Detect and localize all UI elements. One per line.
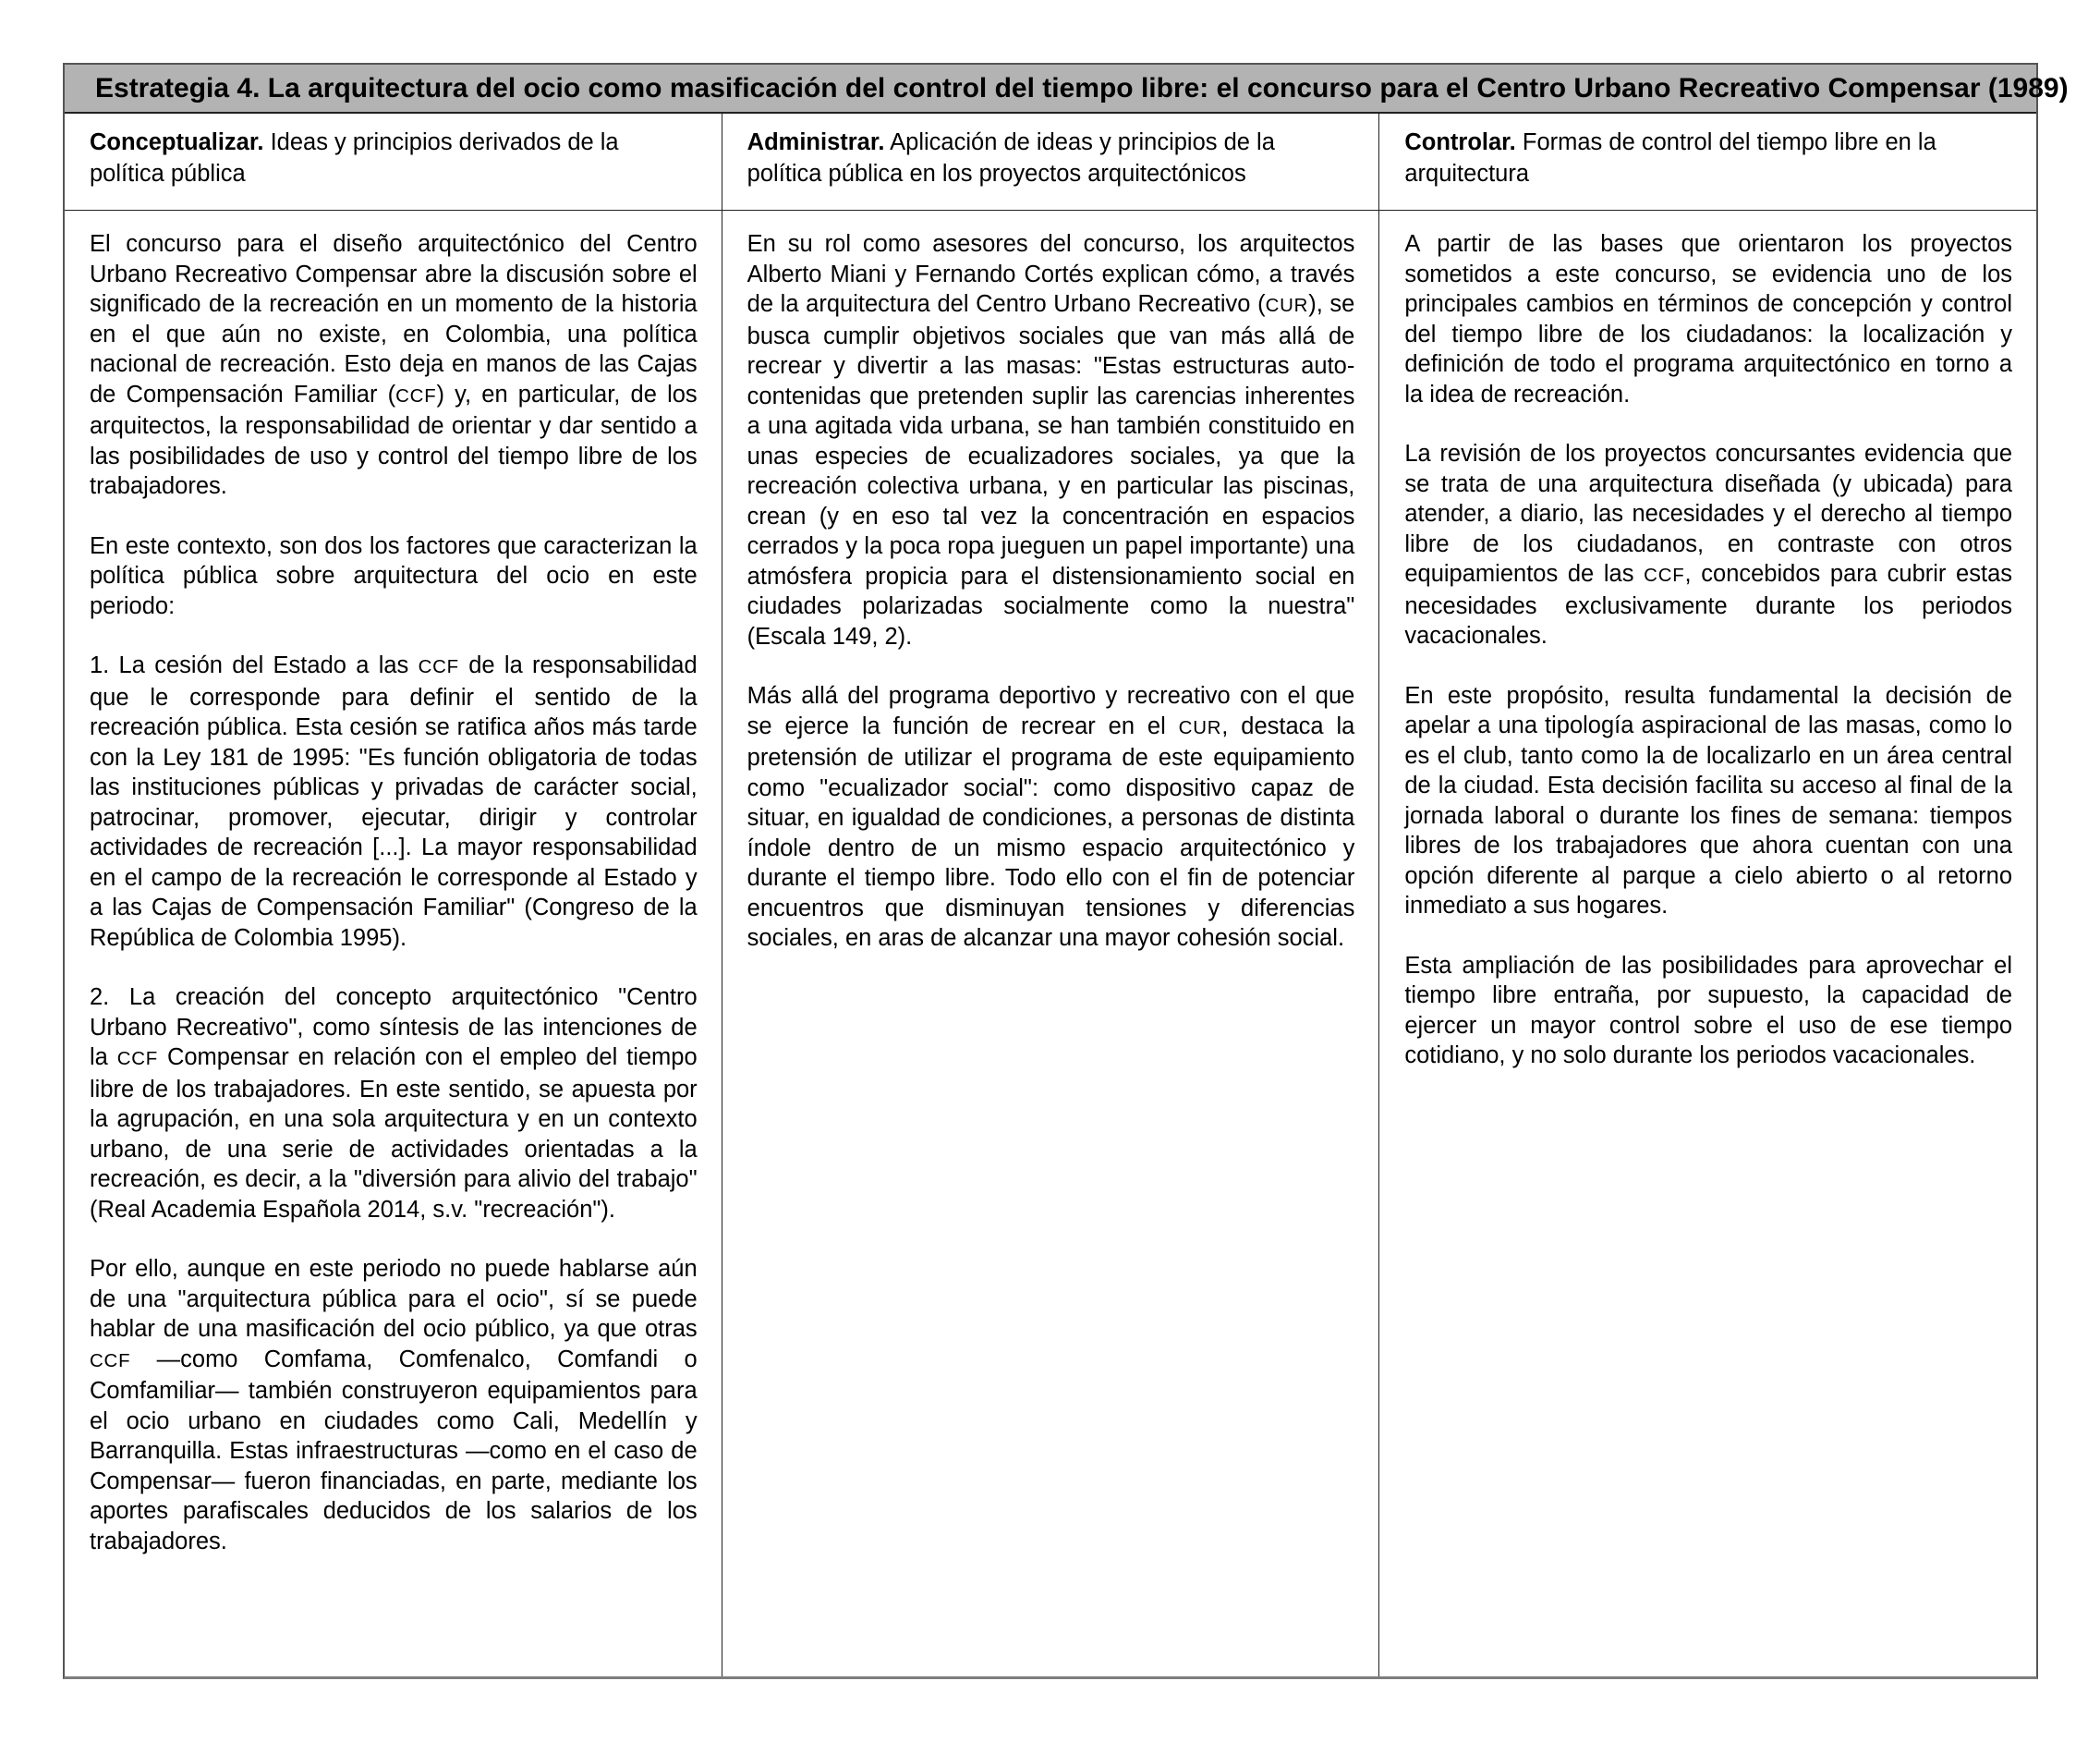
body-cell-administrar (722, 211, 1379, 1676)
paragraph: Por ello, aunque en este periodo no puede hablarse aún de una "arquitectura pública para el ocio", sí se puede hablar de una masificación del ocio público, ya que otras CCF —como Comfama, Comfenalco, Comfandi o Comfamiliar— también construyeron equipamientos para el ocio urbano en ciudades como Cali, Medellín y Barranquilla. Estas infraestructuras —como en el caso de Compensar— fueron financiadas, en parte, mediante los aportes parafiscales deducidos de los salarios de los trabajadores. (90, 1256, 698, 1554)
strategy-table (63, 63, 2069, 1679)
body-cell-controlar (1378, 211, 2036, 1676)
paragraph: La revisión de los proyectos concursantes evidencia que se trata de una arquitectura diseñada (y ubicada) para atender, a diario, las necesidades y el derecho al tiempo libre de los ciudadanos, en contraste con otros equipamientos de las CCF, concebidos para cubrir estas necesidades exclusivamente durante los periodos vacacionales. (1404, 441, 2013, 649)
header-description-controlar: Formas de control del tiempo libre en la arquitectura (1404, 129, 1936, 187)
header-cell-administrar (722, 114, 1379, 210)
paragraph: Más allá del programa deportivo y recreativo con el que se ejerce la función de recrear en el CUR, destaca la pretensión de utilizar el programa de este equipamiento como "ecualizador social": como dispositivo capaz de situar, en igualdad de condiciones, a personas de distinta índole dentro de un mismo espacio arquitectónico y durante el tiempo libre. Todo ello con el fin de potenciar encuentros que disminuyan tensiones y diferencias sociales, en aras de alcanzar una mayor cohesión social. (747, 683, 1355, 951)
paragraph: 2. La creación del concepto arquitectónico "Centro Urbano Recreativo", como síntesis de las intenciones de la CCF Compensar en relación con el empleo del tiempo libre de los trabajadores. En este sentido, se apuesta por la agrupación, en una sola arquitectura y en un contexto urbano, de una serie de actividades orientadas a la recreación, es decir, a la "diversión para alivio del trabajo" (Real Academia Española 2014, s.v. "recreación"). (90, 984, 698, 1223)
table-title: Estrategia 4. La arquitectura del ocio como masificación del control del tiempo libre: el concurso para el Centro Urbano Recreativo Compensar (1989) (95, 72, 2069, 104)
header-cell-conceptualizar (65, 114, 722, 210)
paragraph: A partir de las bases que orientaron los proyectos sometidos a este concurso, se evidencia uno de los principales cambios en términos de concepción y control del tiempo libre de los ciudadanos: la localización y definición de todo el programa arquitectónico en torno a la idea de recreación. (1404, 231, 2013, 408)
header-description-administrar: Aplicación de ideas y principios de la política pública en los proyectos arquitectónicos (747, 129, 1275, 187)
header-lead-controlar: Controlar. (1404, 129, 1516, 155)
paragraph: Esta ampliación de las posibilidades para aprovechar el tiempo libre entraña, por supuesto, la capacidad de ejercer un mayor control sobre el uso de ese tiempo cotidiano, y no solo durante los periodos vacacionales. (1404, 952, 2013, 1068)
header-description-conceptualizar: Ideas y principios derivados de la política pública (90, 129, 619, 187)
header-lead-conceptualizar: Conceptualizar. (90, 129, 264, 155)
table-title-bar (65, 65, 2069, 114)
paragraph: En este contexto, son dos los factores que caracterizan la política pública sobre arquitectura del ocio en este periodo: (90, 532, 698, 619)
paragraph: 1. La cesión del Estado a las CCF de la responsabilidad que le corresponde para definir el sentido de la recreación pública. Esta cesión se ratifica años más tarde con la Ley 181 de 1995: "Es función obligatoria de todas las instituciones públicas y privadas de carácter social, patrocinar, promover, ejecutar, dirigir y controlar actividades de recreación [...]. La mayor responsabilidad en el campo de la recreación le corresponde al Estado y a las Cajas de Compensación Familiar" (Congreso de la República de Colombia 1995). (90, 652, 698, 951)
header-cell-controlar (1378, 114, 2036, 210)
table-header-row (65, 114, 2036, 211)
paragraph: El concurso para el diseño arquitectónico del Centro Urbano Recreativo Compensar abre la discusión sobre el significado de la recreación en un momento de la historia en el que aún no existe, en Colombia, una política nacional de recreación. Esto deja en manos de las Cajas de Compensación Familiar (CCF) y, en particular, de los arquitectos, la responsabilidad de orientar y dar sentido a las posibilidades de uso y control del tiempo libre de los trabajadores. (90, 231, 698, 499)
header-lead-administrar: Administrar. (747, 129, 885, 155)
table-body-row (65, 211, 2036, 1676)
paragraph: En su rol como asesores del concurso, los arquitectos Alberto Miani y Fernando Cortés explican cómo, a través de la arquitectura del Centro Urbano Recreativo (CUR), se busca cumplir objetivos sociales que van más allá de recrear y divertir a las masas: "Estas estructuras auto-contenidas que pretenden suplir las carencias inherentes a una agitada vida urbana, se han también constituido en unas especies de ecualizadores sociales, ya que la recreación colectiva urbana, y en particular las piscinas, crean (y en eso tal vez la concentración en espacios cerrados y la poca ropa jueguen un papel importante) una atmósfera propicia para el distensionamiento social en ciudades polarizadas socialmente como la nuestra" (Escala 149, 2). (747, 231, 1355, 650)
body-cell-conceptualizar (65, 211, 722, 1676)
paragraph: En este propósito, resulta fundamental la decisión de apelar a una tipología aspiracional de las masas, como lo es el club, tanto como la de localizarlo en un área central de la ciudad. Esta decisión facilita su acceso al final de la jornada laboral o durante los fines de semana: tiempos libres de los trabajadores que ahora cuentan con una opción diferente al parque a cielo abierto o al retorno inmediato a sus hogares. (1404, 682, 2013, 919)
